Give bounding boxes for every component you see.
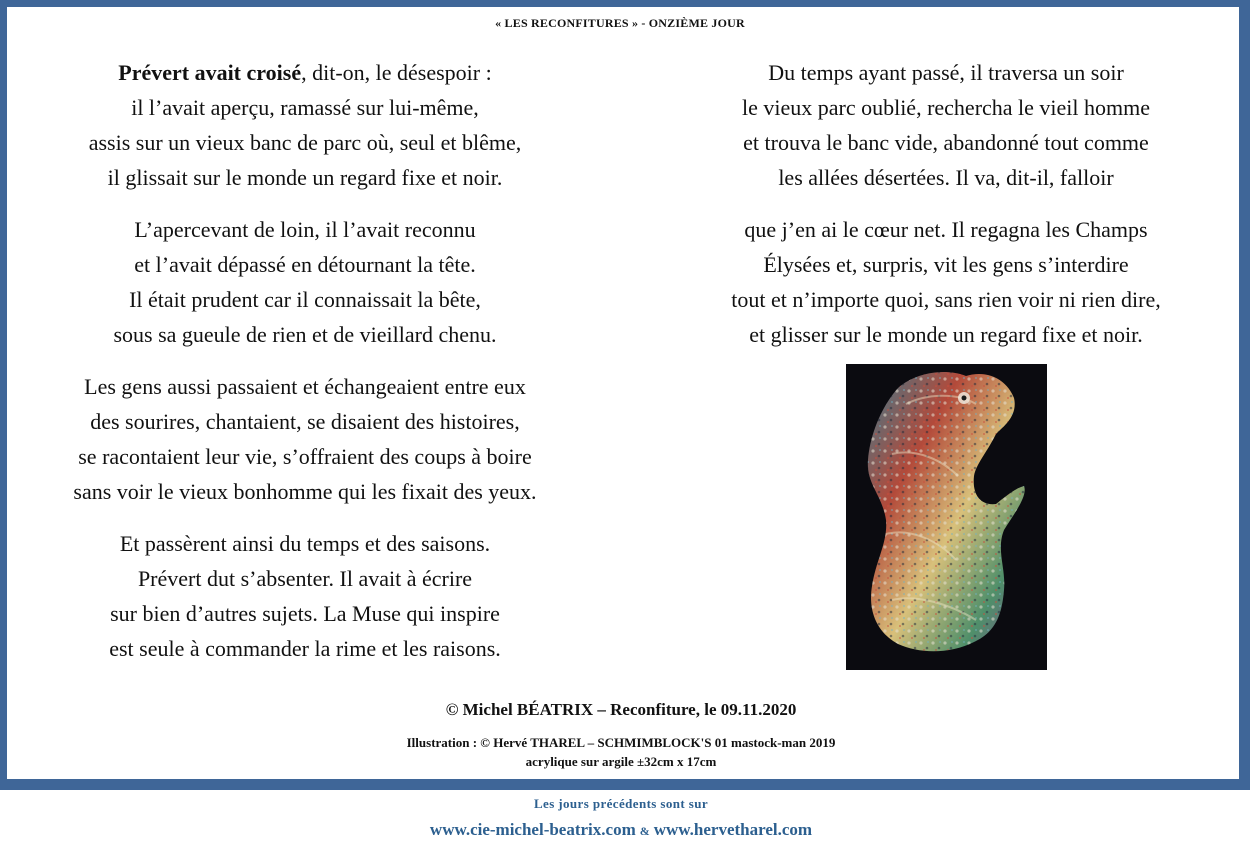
- verse-line: les allées désertées. Il va, dit-il, falloir: [778, 165, 1114, 190]
- verse-line: que j’en ai le cœur net. Il regagna les Champs: [744, 217, 1148, 242]
- verse-line: Prévert dut s’absenter. Il avait à écrire: [137, 566, 473, 591]
- verse-line: Les gens aussi passaient et échangeaient entre eux: [84, 374, 526, 399]
- lead-bold: Prévert avait croisé: [118, 60, 302, 85]
- link-separator: &: [639, 824, 650, 838]
- sculpture-illustration: [846, 364, 1047, 670]
- verse-line: il glissait sur le monde un regard fixe et noir.: [107, 165, 503, 190]
- stanza-6: [650, 212, 1242, 352]
- verse-line: assis sur un vieux banc de parc où, seul et blême,: [88, 130, 522, 155]
- footer-links: [0, 820, 1242, 840]
- verse-line: et trouva le banc vide, abandonné tout comme: [743, 130, 1149, 155]
- website-link-tharel[interactable]: www.hervetharel.com: [653, 820, 813, 839]
- verse-line: sans voir le vieux bonhomme qui les fixait des yeux.: [73, 479, 537, 504]
- illustration-credit: [0, 733, 1242, 771]
- verse-line: des sourires, chantaient, se disaient des histoires,: [90, 409, 520, 434]
- stanza-1: [8, 55, 602, 195]
- stanza-5: [650, 55, 1242, 195]
- verse-line: Du temps ayant passé, il traversa un soir: [768, 60, 1124, 85]
- verse-line: sous sa gueule de rien et de vieillard chenu.: [113, 322, 497, 347]
- verse-line: est seule à commander la rime et les raisons.: [109, 636, 501, 661]
- lead-rest: , dit-on, le désespoir :: [301, 60, 492, 85]
- verse-line: Il était prudent car il connaissait la bête,: [129, 287, 481, 312]
- verse-line: Élysées et, surpris, vit les gens s’interdire: [763, 252, 1129, 277]
- author-credit: © Michel BÉATRIX – Reconfiture, le 09.11.2020: [445, 700, 797, 719]
- verse-line: et l’avait dépassé en détournant la tête.: [134, 252, 476, 277]
- verse-line: se racontaient leur vie, s’offraient des coups à boire: [78, 444, 532, 469]
- verse-line: et glisser sur le monde un regard fixe et noir.: [749, 322, 1143, 347]
- poem-right-column: [650, 55, 1242, 369]
- verse-line: tout et n’importe quoi, sans rien voir ni rien dire,: [731, 287, 1161, 312]
- stanza-3: [8, 369, 602, 509]
- verse-line: il l’avait aperçu, ramassé sur lui-même,: [131, 95, 479, 120]
- illustration-medium-line: acrylique sur argile ±32cm x 17cm: [525, 754, 717, 769]
- illustration-credit-line: Illustration : © Hervé THAREL – SCHMIMBLOCK'S 01 mastock-man 2019: [406, 735, 836, 750]
- website-link-beatrix[interactable]: www.cie-michel-beatrix.com: [429, 820, 636, 839]
- poem-left-column: [8, 55, 602, 683]
- stanza-2: [8, 212, 602, 352]
- footer-note: Les jours précédents sont sur: [533, 796, 709, 811]
- stanza-1-line-1: [8, 55, 602, 90]
- verse-line: le vieux parc oublié, rechercha le vieil homme: [741, 95, 1151, 120]
- verse-line: sur bien d’autres sujets. La Muse qui inspire: [110, 601, 500, 626]
- verse-line: L’apercevant de loin, il l’avait reconnu: [134, 217, 476, 242]
- verse-line: Et passèrent ainsi du temps et des saisons.: [119, 531, 491, 556]
- stanza-4: [8, 526, 602, 666]
- page-header: « LES RECONFITURES » - ONZIÈME JOUR: [495, 16, 745, 30]
